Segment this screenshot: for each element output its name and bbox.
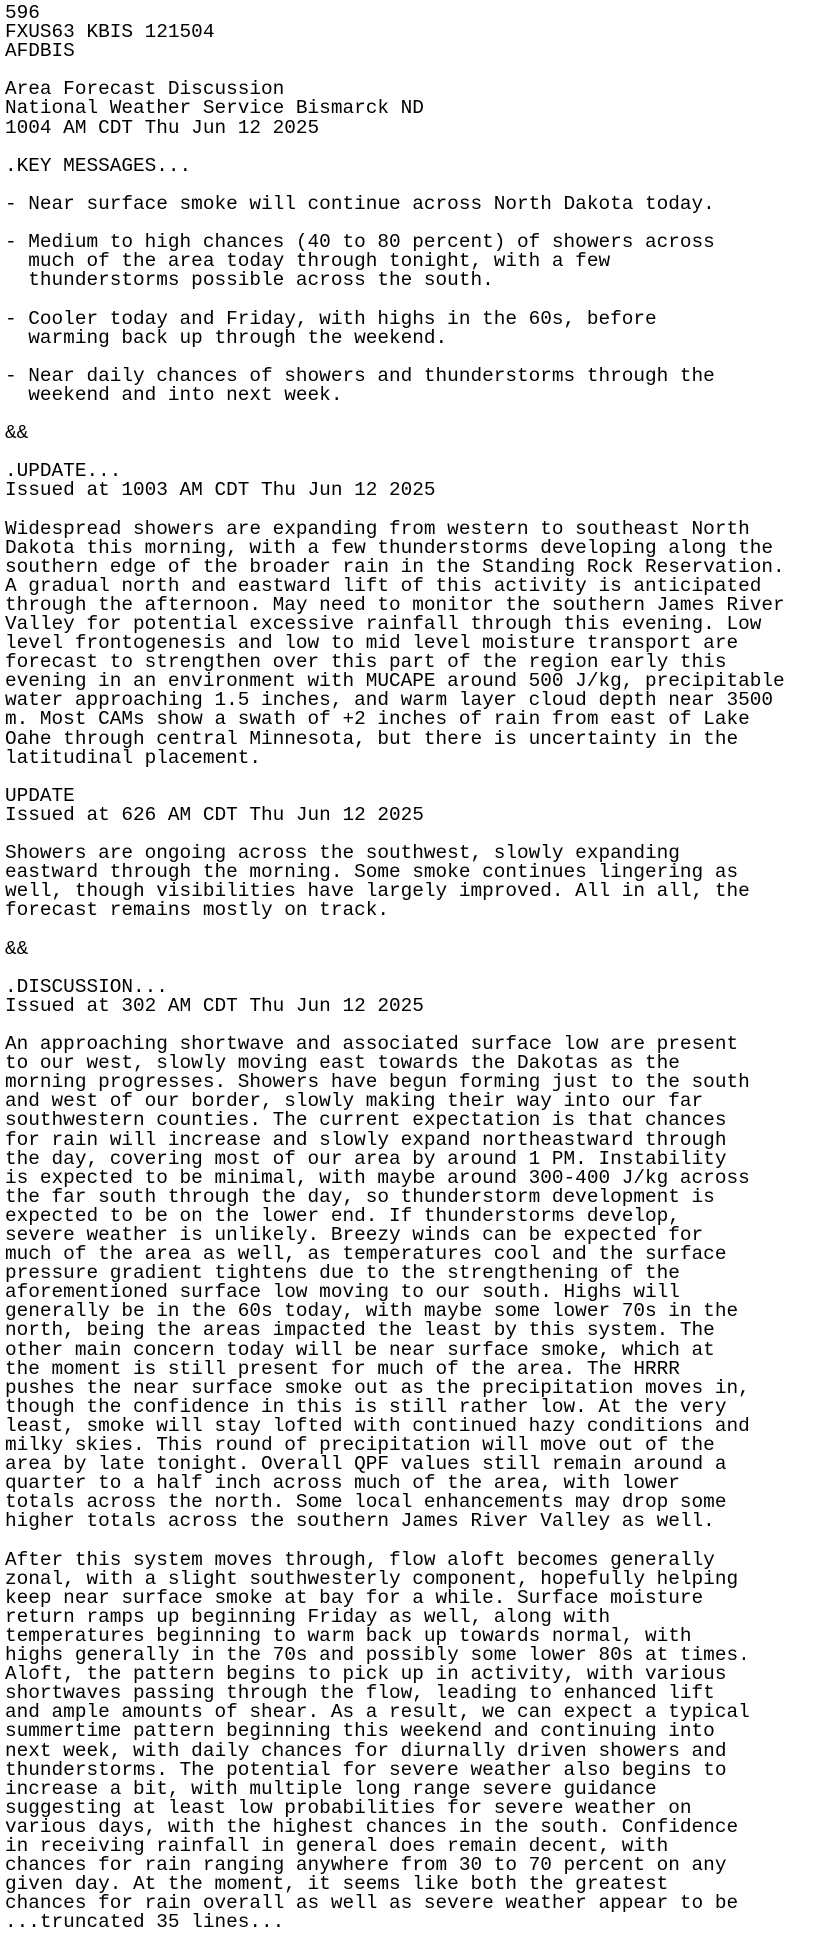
text-line: return ramps up beginning Friday as well, along with (5, 1605, 611, 1628)
text-line: least, smoke will stay lofted with continued hazy conditions and (5, 1414, 750, 1437)
text-line: severe weather is unlikely. Breezy winds can be expected for (5, 1224, 704, 1246)
text-line: thunderstorms. The potential for severe weather also begins to (5, 1758, 727, 1781)
text-line: quarter to a half inch across much of the area, with lower (5, 1472, 680, 1495)
text-line: Issued at 302 AM CDT Thu Jun 12 2025 (5, 994, 424, 1017)
blank-line (5, 959, 813, 978)
text-line: north, being the areas impacted the least by this system. The (5, 1319, 715, 1342)
text-line: - Medium to high chances (40 to 80 percent) of showers across (5, 231, 715, 254)
text-line: next week, with daily chances for diurnally driven showers and (5, 1739, 727, 1762)
text-line: for rain will increase and slowly expand northeastward through (5, 1128, 727, 1151)
text-line: other main concern today will be near surface smoke, which at (5, 1338, 715, 1361)
text-line: shortwaves passing through the flow, leading to enhanced lift (5, 1682, 715, 1705)
text-line: chances for rain overall as well as severe weather appear to be (5, 1892, 739, 1915)
blank-line (5, 443, 813, 462)
blank-line (5, 348, 813, 367)
blank-line (5, 1532, 813, 1551)
text-line: warming back up through the weekend. (5, 326, 448, 349)
text-line: much of the area today through tonight, with a few (5, 250, 611, 273)
text-line: generally be in the 60s today, with maybe some lower 70s in the (5, 1300, 739, 1323)
text-line: in receiving rainfall in general does remain decent, with (5, 1835, 669, 1857)
blank-line (5, 768, 813, 787)
text-line: the moment is still present for much of the area. The HRRR (5, 1357, 680, 1380)
blank-line (5, 500, 813, 519)
text-line: and ample amounts of shear. As a result, we can expect a typical (5, 1701, 750, 1724)
text-line: higher totals across the southern James River Valley as well. (5, 1510, 715, 1533)
text-line: latitudinal placement. (5, 746, 261, 769)
text-line: the day, covering most of our area by around 1 PM. Instability (5, 1147, 727, 1170)
text-line: suggesting at least low probabilities for severe weather on (5, 1796, 692, 1819)
text-line: UPDATE (5, 784, 75, 807)
text-line: thunderstorms possible across the south. (5, 269, 494, 292)
text-line: .KEY MESSAGES... (5, 154, 192, 177)
text-line: A gradual north and eastward lift of this activity is anticipated (5, 574, 762, 597)
text-line: An approaching shortwave and associated surface low are present (5, 1033, 739, 1056)
text-line: temperatures beginning to warm back up towards normal, with (5, 1624, 692, 1647)
text-line: pressure gradient tightens due to the strengthening of the (5, 1262, 680, 1285)
text-line: Issued at 626 AM CDT Thu Jun 12 2025 (5, 803, 424, 826)
blank-line (5, 290, 813, 309)
text-line: && (5, 937, 29, 960)
text-line: Valley for potential excessive rainfall through this evening. Low (5, 613, 762, 635)
text-line: evening in an environment with MUCAPE around 500 J/kg, precipitable (5, 670, 785, 693)
text-line: && (5, 422, 29, 445)
text-line: highs generally in the 70s and possibly some lower 80s at times. (5, 1644, 750, 1667)
text-line: Showers are ongoing across the southwest, slowly expanding (5, 842, 680, 865)
text-line: Aloft, the pattern begins to pick up in activity, with various (5, 1663, 727, 1686)
text-line: chances for rain ranging anywhere from 30 to 70 percent on any (5, 1854, 727, 1877)
text-line: weekend and into next week. (5, 383, 343, 406)
text-line: pushes the near surface smoke out as the precipitation moves in, (5, 1376, 750, 1399)
text-line: 596 (5, 2, 40, 24)
text-line: m. Most CAMs show a swath of +2 inches of rain from east of Lake (5, 708, 750, 731)
text-line: Area Forecast Discussion (5, 78, 285, 101)
text-line: much of the area as well, as temperatures cool and the surface (5, 1243, 727, 1266)
text-line: Dakota this morning, with a few thunderstorms developing along the (5, 536, 773, 559)
text-line: ...truncated 35 lines... (5, 1911, 285, 1933)
text-line: morning progresses. Showers have begun forming just to the south (5, 1071, 750, 1094)
text-line: to our west, slowly moving east towards the Dakotas as the (5, 1052, 680, 1075)
text-line: totals across the north. Some local enhancements may drop some (5, 1491, 727, 1514)
text-line: - Near daily chances of showers and thunderstorms through the (5, 364, 715, 387)
text-line: summertime pattern beginning this weekend and continuing into (5, 1720, 715, 1743)
text-line: zonal, with a slight southwesterly component, hopefully helping (5, 1567, 739, 1590)
text-line: - Cooler today and Friday, with highs in the 60s, before (5, 307, 657, 330)
text-line: AFDBIS (5, 40, 75, 63)
text-line: given day. At the moment, it seems like both the greatest (5, 1873, 669, 1896)
text-line: expected to be on the lower end. If thunderstorms develop, (5, 1204, 680, 1227)
blank-line (5, 921, 813, 940)
text-line: After this system moves through, flow aloft becomes generally (5, 1548, 715, 1571)
text-line: eastward through the morning. Some smoke continues lingering as (5, 861, 739, 884)
text-line: various days, with the highest chances in the south. Confidence (5, 1815, 739, 1838)
text-line: southwestern counties. The current expectation is that chances (5, 1109, 727, 1132)
text-line: area by late tonight. Overall QPF values still remain around a (5, 1453, 727, 1476)
text-line: .UPDATE... (5, 460, 122, 483)
text-line: forecast remains mostly on track. (5, 899, 389, 922)
text-line: Widespread showers are expanding from western to southeast North (5, 517, 750, 540)
text-line: milky skies. This round of precipitation will move out of the (5, 1434, 715, 1457)
text-line: Oahe through central Minnesota, but there is uncertainty in the (5, 727, 739, 750)
text-line: - Near surface smoke will continue across North Dakota today. (5, 192, 715, 215)
text-line: forecast to strengthen over this part of the region early this (5, 651, 727, 674)
text-line: is expected to be minimal, with maybe around 300-400 J/kg across (5, 1166, 750, 1189)
blank-line (5, 138, 813, 157)
text-line: southern edge of the broader rain in the Standing Rock Reservation. (5, 555, 785, 578)
text-line: well, though visibilities have largely improved. All in all, the (5, 880, 750, 903)
text-line: FXUS63 KBIS 121504 (5, 21, 215, 44)
text-line: 1004 AM CDT Thu Jun 12 2025 (5, 116, 320, 139)
text-line: aforementioned surface low moving to our south. Highs will (5, 1281, 680, 1304)
text-line: increase a bit, with multiple long range severe guidance (5, 1777, 657, 1800)
text-line: water approaching 1.5 inches, and warm layer cloud depth near 3500 (5, 689, 773, 712)
text-line: .DISCUSSION... (5, 975, 168, 998)
text-line: though the confidence in this is still rather low. At the very (5, 1395, 727, 1418)
text-line: and west of our border, slowly making their way into our far (5, 1090, 704, 1113)
text-line: Issued at 1003 AM CDT Thu Jun 12 2025 (5, 479, 436, 502)
blank-line (5, 405, 813, 424)
text-line: keep near surface smoke at bay for a while. Surface moisture (5, 1586, 704, 1609)
text-line: National Weather Service Bismarck ND (5, 97, 424, 120)
text-line: level frontogenesis and low to mid level moisture transport are (5, 632, 739, 655)
text-line: the far south through the day, so thunderstorm development is (5, 1185, 715, 1208)
text-line: through the afternoon. May need to monitor the southern James River (5, 593, 785, 616)
